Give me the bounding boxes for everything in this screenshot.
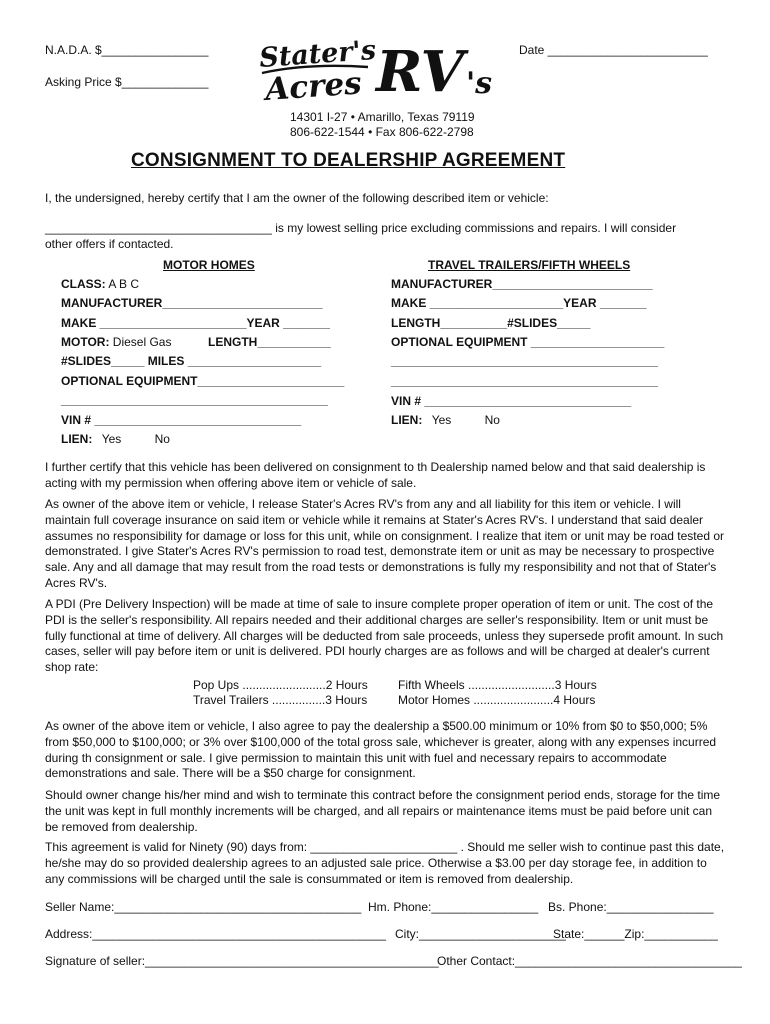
mh-motor-row[interactable]	[61, 335, 171, 349]
mh-optional-equipment-field[interactable]: OPTIONAL EQUIPMENT______________________	[61, 374, 345, 388]
tt-lien-yes[interactable]: Yes	[431, 413, 452, 427]
paragraph-pdi: A PDI (Pre Delivery Inspection) will be made at time of sale to insure complete proper operation of item or unit. The cost of the PDI is the seller's responsibility. All repairs needed and their additional charges are seller's responsibility. Item or unit must be fully functional at time of delivery. All charges will be deducted from sale proceeds, unless they supersede profit amount. In such cases, seller will pay before item or unit is delivered. PDI hourly charges are as follows and will be charged at dealer's current shop rate:	[45, 597, 724, 675]
pdi-rate-pop-ups: Pop Ups .........................2 Hours	[193, 678, 368, 692]
mh-length-field[interactable]: LENGTH___________	[208, 335, 331, 349]
mh-class-options[interactable]: A B C	[108, 277, 140, 291]
mh-class-label: CLASS:	[61, 277, 106, 291]
mh-make-year-field[interactable]: MAKE ______________________YEAR _______	[61, 316, 330, 330]
city-field[interactable]: City:______________________	[395, 927, 566, 941]
mh-motor-label: MOTOR:	[61, 335, 110, 349]
tt-make-year-field[interactable]: MAKE ____________________YEAR _______	[391, 296, 647, 310]
tt-optional-equipment-field[interactable]: OPTIONAL EQUIPMENT ____________________	[391, 335, 665, 349]
intro-text: I, the undersigned, hereby certify that I am the owner of the following described item or vehicle:	[45, 191, 549, 205]
svg-text:RV: RV	[376, 39, 464, 105]
price-line-1[interactable]: __________________________________ is my lowest selling price excluding commissions and repairs. I will consider	[45, 221, 677, 235]
svg-text:Stater's: Stater's	[258, 34, 378, 74]
dealer-address: 14301 I-27 • Amarillo, Texas 79119	[290, 110, 475, 124]
mh-lien-label: LIEN:	[61, 432, 93, 446]
date-field[interactable]: Date ________________________	[519, 43, 708, 57]
state-zip-field[interactable]: State:______Zip:___________	[553, 927, 718, 941]
nada-field[interactable]: N.A.D.A. $________________	[45, 43, 209, 57]
mh-manufacturer-field[interactable]: MANUFACTURER________________________	[61, 296, 323, 310]
address-field[interactable]: Address:____________________________________________	[45, 927, 387, 941]
mh-lien-row[interactable]	[61, 432, 170, 446]
page-title: CONSIGNMENT TO DEALERSHIP AGREEMENT	[131, 150, 566, 171]
mh-slides-miles-field[interactable]: #SLIDES_____ MILES ____________________	[61, 354, 322, 368]
travel-trailers-heading: TRAVEL TRAILERS/FIFTH WHEELS	[428, 258, 631, 272]
price-line-2: other offers if contacted.	[45, 237, 174, 251]
tt-lien-row[interactable]	[391, 413, 500, 427]
tt-blank-line-2[interactable]: ________________________________________	[391, 374, 658, 388]
tt-lien-no[interactable]: No	[484, 413, 500, 427]
tt-vin-field[interactable]: VIN # _______________________________	[391, 394, 632, 408]
dealer-phone: 806-622-1544 • Fax 806-622-2798	[290, 125, 474, 139]
tt-lien-label: LIEN:	[391, 413, 423, 427]
seller-signature-field[interactable]: Signature of seller:____________________________________________	[45, 954, 439, 968]
other-contact-field[interactable]: Other Contact:__________________________________	[437, 954, 742, 968]
motor-homes-heading: MOTOR HOMES	[163, 258, 255, 272]
tt-manufacturer-field[interactable]: MANUFACTURER________________________	[391, 277, 653, 291]
svg-text:'s: 's	[466, 66, 493, 101]
paragraph-termination: Should owner change his/her mind and wish to terminate this contract before the consignment period ends, storage for the time the unit was kept in full monthly increments will be charged, and all repairs or maintenance items must be paid before unit can be removed from dealership.	[45, 788, 721, 834]
asking-price-field[interactable]: Asking Price $_____________	[45, 75, 209, 89]
tt-blank-line-1[interactable]: ________________________________________	[391, 354, 658, 368]
pdi-rate-motor-homes: Motor Homes ........................4 Hours	[398, 693, 596, 707]
seller-name-field[interactable]: Seller Name:_____________________________________	[45, 900, 362, 914]
mh-class-row[interactable]	[61, 277, 139, 291]
mh-lien-no[interactable]: No	[154, 432, 170, 446]
paragraph-validity[interactable]: This agreement is valid for Ninety (90) days from: ______________________ . Should me seller wish to continue past this date, he/she may do so provided dealership agrees to an adjusted sale price. Otherwise a $3.00 per day storage fee, in addition to any commissions will be charged until the sale is consummated or item is removed from dealership.	[45, 840, 725, 886]
svg-text:Acres: Acres	[264, 65, 363, 108]
home-phone-field[interactable]: Hm. Phone:________________	[368, 900, 539, 914]
mh-lien-yes[interactable]: Yes	[101, 432, 122, 446]
mh-motor-options[interactable]: Diesel Gas	[112, 335, 172, 349]
mh-blank-line[interactable]: ________________________________________	[61, 393, 328, 407]
paragraph-consignment-certify: I further certify that this vehicle has been delivered on consignment to th Dealership named below and that said dealership is acting with my permission when offering above item or vehicle of sale.	[45, 460, 706, 490]
pdi-rate-travel-trailers: Travel Trailers ................3 Hours	[193, 693, 368, 707]
pdi-rate-fifth-wheels: Fifth Wheels ..........................3 Hours	[398, 678, 597, 692]
business-phone-field[interactable]: Bs. Phone:________________	[548, 900, 714, 914]
paragraph-commission: As owner of the above item or vehicle, I also agree to pay the dealership a $500.00 minimum or 10% from $0 to $50,000; 5% from $50,000 to $100,000; or 3% over $100,000 of the total gross sale, whichever is greater, along with any expenses incurred during th consignment or sale. I give permission to maintain this unit with fuel and necessary repairs to accommodate demonstrations and sale. There will be a $50 charge for consignment.	[45, 719, 717, 781]
tt-length-slides-field[interactable]: LENGTH__________#SLIDES_____	[391, 316, 591, 330]
mh-vin-field[interactable]: VIN # _______________________________	[61, 413, 302, 427]
paragraph-liability: As owner of the above item or vehicle, I release Stater's Acres RV's from any and all liability for this item or vehicle. I will maintain full coverage insurance on said item or vehicle while it remains at Stater's Acres RV's. I understand that said dealer assumes no responsibility for damage or loss for this unit, while on consignment. I realize that item or unit may be road tested or demonstrated. I give Stater's Acres RV's permission to road test, demonstrate item or unit as may be necessary to prospective sale. Any and all damage that may result from the road tests or demonstrations is fully my responsibility and not that of Stater's Acres RV's.	[45, 497, 724, 590]
staters-acres-rvs-logo	[258, 33, 506, 109]
